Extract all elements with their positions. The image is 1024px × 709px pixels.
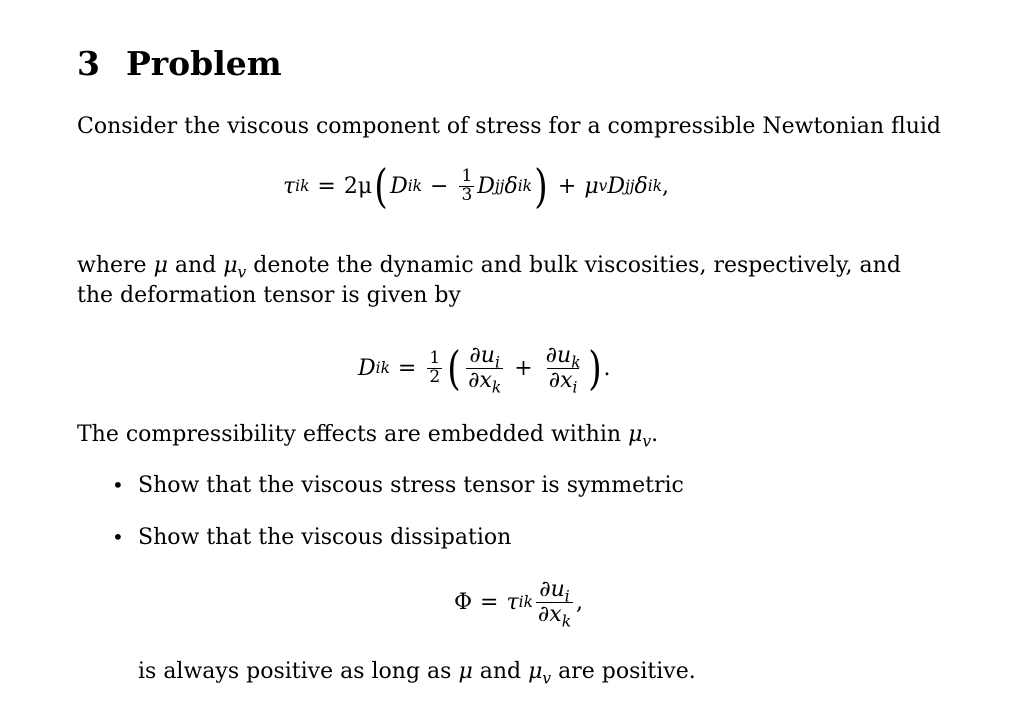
compressibility-sentence: The compressibility effects are embedded within $\mu_v$. bbox=[77, 422, 659, 451]
bullet-item-symmetric: Show that the viscous stress tensor is symmetric bbox=[138, 473, 684, 498]
where-paragraph: where μ and $\mu_v$ denote the dynamic and bulk viscosities, respectively, and the deformation tensor is given by bbox=[77, 253, 901, 308]
deformation-equation: D ik = $\frac{1}{2}$ ( $\frac{\partial u_i}{\partial x_k}$ + $\frac{\partial u_k}{\partial x_i}$ ) . bbox=[358, 341, 611, 396]
final-sentence: is always positive as long as μ and $\mu_v$ are positive. bbox=[138, 659, 696, 688]
one-third-fraction: $\frac{1}{3}$ bbox=[461, 165, 473, 205]
intro-paragraph: Consider the viscous component of stress for a compressible Newtonian fluid bbox=[77, 114, 941, 139]
du-k-dx-i-fraction: $\frac{\partial u_k}{\partial x_i}$ bbox=[545, 343, 581, 396]
du-i-dx-k-fraction: $\frac{\partial u_i}{\partial x_k}$ bbox=[468, 343, 502, 396]
one-half-fraction: $\frac{1}{2}$ bbox=[429, 347, 441, 387]
du-i-dx-k-fraction: $\frac{\partial u_i}{\partial x_k}$ bbox=[537, 577, 572, 630]
bullet-symbol: • bbox=[112, 525, 124, 549]
section-title: Problem bbox=[125, 44, 282, 83]
section-number: 3 bbox=[77, 44, 100, 83]
bullet-item-dissipation: Show that the viscous dissipation bbox=[138, 525, 512, 550]
stress-equation: τ ik = 2μ ( D ik − $\frac{1}{3}$ D jj δ ik ) + μ v D jj δ ik , bbox=[283, 159, 670, 213]
dissipation-equation: Φ = τ ik $\frac{\partial u_i}{\partial x_k}$ , bbox=[454, 577, 584, 630]
section-heading bbox=[77, 44, 282, 83]
bullet-symbol: • bbox=[112, 473, 124, 497]
